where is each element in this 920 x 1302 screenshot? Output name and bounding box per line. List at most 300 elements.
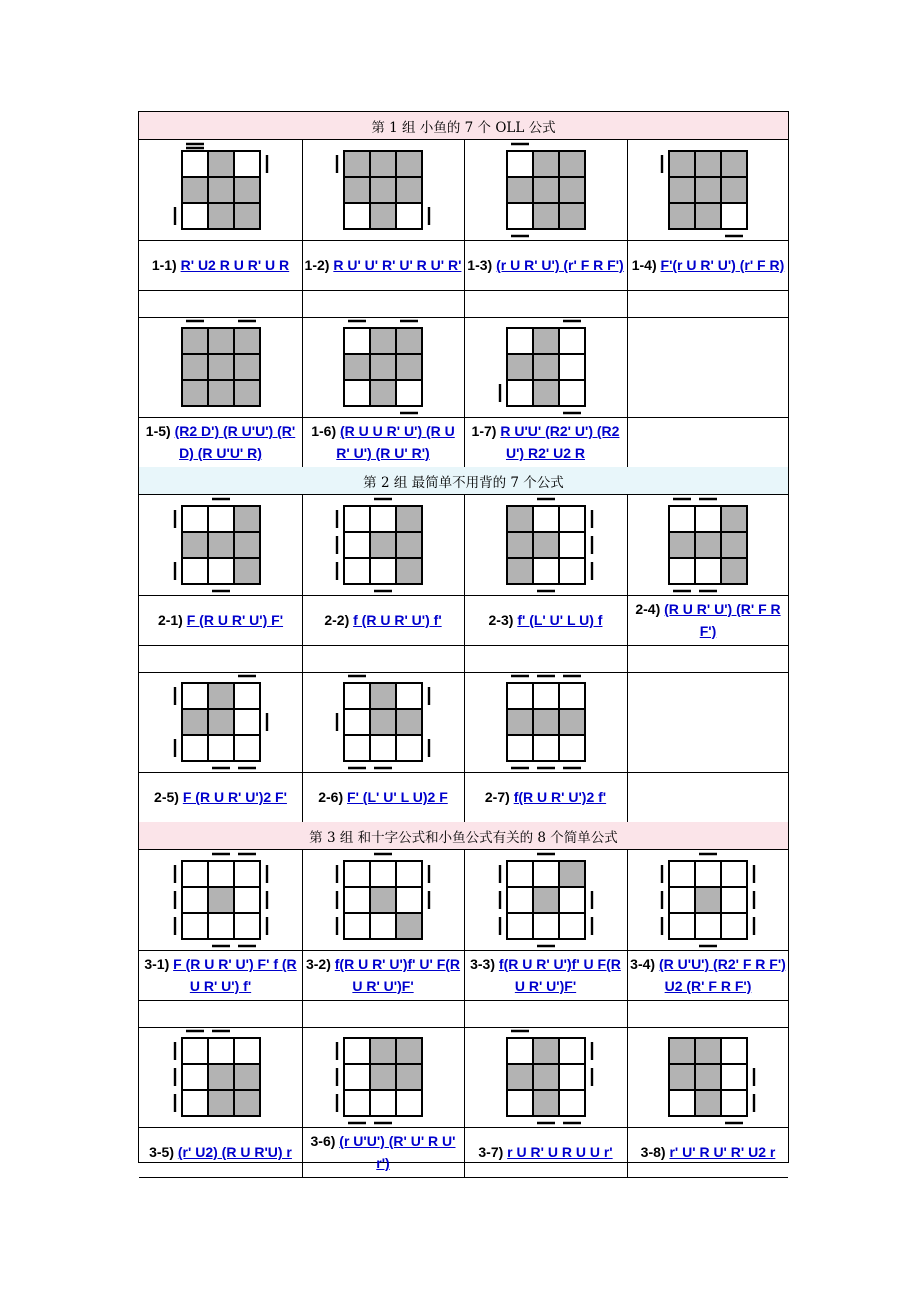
cube-pattern-diagram — [334, 673, 432, 771]
formula-caption — [302, 417, 464, 467]
formula-caption — [627, 595, 789, 645]
formula-text — [629, 953, 787, 997]
shaded-facelet — [721, 506, 747, 532]
formula-id: 2-5) — [154, 789, 179, 805]
blank-facelet — [370, 506, 396, 532]
formula-id: 1-7) — [471, 423, 497, 439]
blank-facelet — [721, 1038, 747, 1064]
blank-facelet — [507, 380, 533, 406]
blank-facelet — [344, 203, 370, 229]
blank-facelet — [370, 558, 396, 584]
oll-formula-table — [138, 111, 789, 1171]
formula-link[interactable]: F (R U R' U') F' — [186, 612, 284, 628]
formula-link[interactable]: (r' U2) (R U R'U) r — [177, 1144, 292, 1160]
shaded-facelet — [533, 177, 559, 203]
shaded-facelet — [533, 1090, 559, 1116]
formula-link[interactable]: (R U R' U') (R' F R F') — [664, 601, 781, 639]
formula-caption — [464, 595, 627, 645]
blank-facelet — [234, 735, 260, 761]
blank-facelet — [182, 887, 208, 913]
formula-text — [485, 786, 606, 808]
formula-link[interactable]: f (R U R' U') f' — [353, 612, 442, 628]
blank-facelet — [208, 558, 234, 584]
shaded-facelet — [669, 203, 695, 229]
cube-pattern-diagram — [497, 496, 595, 594]
formula-text — [466, 953, 625, 997]
formula-link[interactable]: R U' U' R' U' R U' R' — [333, 257, 462, 273]
blank-facelet — [396, 735, 422, 761]
formula-link[interactable]: r U R' U R U U r' — [507, 1144, 613, 1160]
shaded-facelet — [182, 177, 208, 203]
blank-facelet — [344, 683, 370, 709]
blank-facelet — [507, 328, 533, 354]
shaded-facelet — [370, 1064, 396, 1090]
blank-facelet — [669, 558, 695, 584]
formula-id: 3-6) — [310, 1133, 336, 1149]
cube-diagram-cell — [627, 140, 789, 240]
group-header: 第 1 组 小鱼的 7 个 OLL 公式 — [139, 112, 788, 140]
cube-diagram-cell — [139, 495, 302, 595]
blank-facelet — [507, 1090, 533, 1116]
blank-facelet — [182, 913, 208, 939]
shaded-facelet — [370, 887, 396, 913]
cube-pattern-diagram — [334, 1028, 432, 1126]
shaded-facelet — [559, 861, 585, 887]
blank-facelet — [370, 1090, 396, 1116]
blank-facelet — [344, 1064, 370, 1090]
shaded-facelet — [208, 1090, 234, 1116]
shaded-facelet — [396, 709, 422, 735]
cube-pattern-diagram — [659, 1028, 757, 1126]
formula-link[interactable]: F'(r U R' U') (r' F R) — [660, 257, 785, 273]
blank-facelet — [695, 558, 721, 584]
shaded-facelet — [533, 532, 559, 558]
blank-facelet — [234, 913, 260, 939]
formula-id: 2-1) — [157, 612, 183, 628]
blank-facelet — [344, 532, 370, 558]
empty-cell — [627, 672, 789, 772]
formula-link[interactable]: (R U'U') (R2' F R F') U2 (R' F R F') — [658, 956, 786, 994]
shaded-facelet — [234, 1064, 260, 1090]
shaded-facelet — [559, 203, 585, 229]
blank-facelet — [533, 683, 559, 709]
blank-facelet — [669, 913, 695, 939]
blank-facelet — [344, 1038, 370, 1064]
shaded-facelet — [370, 380, 396, 406]
formula-caption — [464, 950, 627, 1000]
blank-facelet — [208, 735, 234, 761]
shaded-facelet — [507, 354, 533, 380]
blank-facelet — [559, 558, 585, 584]
formula-id: 3-4) — [630, 956, 656, 972]
formula-text — [466, 420, 625, 464]
blank-facelet — [559, 683, 585, 709]
blank-facelet — [559, 735, 585, 761]
formula-text — [152, 254, 289, 276]
formula-link[interactable]: r' U' R U' R' U2 r — [669, 1144, 776, 1160]
blank-facelet — [396, 887, 422, 913]
blank-facelet — [507, 151, 533, 177]
shaded-facelet — [721, 558, 747, 584]
cube-pattern-diagram — [172, 496, 270, 594]
formula-link[interactable]: F' (L' U' L U)2 F — [347, 789, 448, 805]
shaded-facelet — [507, 177, 533, 203]
shaded-facelet — [695, 151, 721, 177]
blank-facelet — [344, 506, 370, 532]
blank-facelet — [344, 1090, 370, 1116]
blank-facelet — [182, 506, 208, 532]
formula-text — [629, 598, 787, 642]
cube-pattern-diagram — [172, 1028, 270, 1126]
shaded-facelet — [234, 1090, 260, 1116]
shaded-facelet — [533, 203, 559, 229]
shaded-facelet — [396, 151, 422, 177]
shaded-facelet — [208, 1064, 234, 1090]
formula-text — [304, 953, 462, 997]
empty-cell — [627, 417, 789, 467]
cube-diagram-cell — [302, 317, 464, 417]
blank-facelet — [559, 1064, 585, 1090]
blank-facelet — [396, 1090, 422, 1116]
formula-caption — [627, 1127, 789, 1177]
shaded-facelet — [533, 328, 559, 354]
shaded-facelet — [396, 354, 422, 380]
blank-facelet — [182, 151, 208, 177]
shaded-facelet — [234, 506, 260, 532]
formula-caption — [139, 772, 302, 822]
blank-facelet — [721, 203, 747, 229]
formula-id: 3-8) — [640, 1144, 666, 1160]
shaded-facelet — [182, 328, 208, 354]
blank-facelet — [559, 328, 585, 354]
blank-facelet — [344, 709, 370, 735]
blank-facelet — [507, 683, 533, 709]
shaded-facelet — [533, 887, 559, 913]
blank-facelet — [396, 683, 422, 709]
shaded-facelet — [507, 532, 533, 558]
formula-id: 3-1) — [144, 956, 170, 972]
shaded-facelet — [533, 709, 559, 735]
formula-id: 2-4) — [635, 601, 661, 617]
shaded-facelet — [344, 354, 370, 380]
shaded-facelet — [208, 354, 234, 380]
cube-pattern-diagram — [172, 318, 270, 416]
shaded-facelet — [208, 177, 234, 203]
shaded-facelet — [695, 1090, 721, 1116]
blank-facelet — [507, 861, 533, 887]
shaded-facelet — [695, 1064, 721, 1090]
blank-facelet — [669, 1090, 695, 1116]
blank-facelet — [370, 913, 396, 939]
formula-id: 3-2) — [305, 956, 331, 972]
formula-text — [304, 420, 462, 464]
formula-caption — [139, 950, 302, 1000]
cube-diagram-cell — [302, 850, 464, 950]
shaded-facelet — [234, 532, 260, 558]
cube-diagram-cell — [464, 495, 627, 595]
shaded-facelet — [533, 354, 559, 380]
formula-text — [324, 609, 441, 631]
formula-link[interactable]: (r U'U') (R' U' R U' r') — [339, 1133, 456, 1171]
blank-facelet — [344, 861, 370, 887]
cube-diagram-cell — [139, 140, 302, 240]
formula-id: 3-3) — [470, 956, 496, 972]
shaded-facelet — [234, 203, 260, 229]
blank-facelet — [721, 887, 747, 913]
blank-facelet — [559, 532, 585, 558]
cube-diagram-cell — [302, 495, 464, 595]
shaded-facelet — [396, 506, 422, 532]
blank-facelet — [182, 203, 208, 229]
formula-caption — [464, 772, 627, 822]
formula-link[interactable]: f' (L' U' L U) f — [517, 612, 603, 628]
blank-facelet — [396, 380, 422, 406]
shaded-facelet — [208, 328, 234, 354]
blank-facelet — [182, 861, 208, 887]
formula-text — [467, 254, 623, 276]
cube-pattern-diagram — [659, 141, 757, 239]
table-rule — [139, 1177, 788, 1178]
shaded-facelet — [507, 709, 533, 735]
blank-facelet — [533, 558, 559, 584]
blank-facelet — [234, 683, 260, 709]
formula-text — [489, 609, 603, 631]
shaded-facelet — [208, 887, 234, 913]
shaded-facelet — [669, 1064, 695, 1090]
shaded-facelet — [533, 151, 559, 177]
blank-facelet — [182, 558, 208, 584]
shaded-facelet — [533, 1038, 559, 1064]
cube-diagram-cell — [302, 672, 464, 772]
shaded-facelet — [721, 177, 747, 203]
shaded-facelet — [370, 151, 396, 177]
formula-id: 1-3) — [467, 257, 493, 273]
blank-facelet — [533, 506, 559, 532]
shaded-facelet — [182, 380, 208, 406]
formula-link[interactable]: f(R U R' U')f' U F(R U R' U')F' — [498, 956, 621, 994]
formula-text — [141, 953, 300, 997]
blank-facelet — [559, 506, 585, 532]
shaded-facelet — [533, 380, 559, 406]
formula-id: 2-3) — [488, 612, 514, 628]
cube-diagram-cell — [627, 1027, 789, 1127]
cube-pattern-diagram — [497, 141, 595, 239]
blank-facelet — [182, 1038, 208, 1064]
formula-link[interactable]: F (R U R' U')2 F' — [182, 789, 287, 805]
formula-text — [154, 786, 287, 808]
shaded-facelet — [370, 709, 396, 735]
shaded-facelet — [182, 354, 208, 380]
blank-facelet — [344, 887, 370, 913]
formula-caption — [464, 417, 627, 467]
blank-facelet — [695, 861, 721, 887]
shaded-facelet — [695, 887, 721, 913]
formula-caption — [139, 240, 302, 290]
blank-facelet — [234, 861, 260, 887]
blank-facelet — [370, 735, 396, 761]
cube-diagram-cell — [139, 672, 302, 772]
shaded-facelet — [234, 380, 260, 406]
formula-text — [318, 786, 448, 808]
blank-facelet — [669, 861, 695, 887]
cube-pattern-diagram — [172, 141, 270, 239]
formula-id: 1-4) — [631, 257, 657, 273]
blank-facelet — [721, 1064, 747, 1090]
formula-caption — [627, 240, 789, 290]
cube-pattern-diagram — [497, 851, 595, 949]
cube-pattern-diagram — [334, 318, 432, 416]
formula-id: 3-5) — [149, 1144, 174, 1160]
blank-facelet — [208, 506, 234, 532]
shaded-facelet — [370, 177, 396, 203]
blank-facelet — [533, 861, 559, 887]
shaded-facelet — [234, 177, 260, 203]
shaded-facelet — [208, 380, 234, 406]
cube-diagram-cell — [464, 850, 627, 950]
cube-diagram-cell — [302, 140, 464, 240]
cube-pattern-diagram — [497, 673, 595, 771]
formula-id: 1-2) — [304, 257, 330, 273]
formula-link[interactable]: f(R U R' U')2 f' — [513, 789, 607, 805]
shaded-facelet — [234, 328, 260, 354]
cube-pattern-diagram — [172, 851, 270, 949]
blank-facelet — [344, 913, 370, 939]
blank-facelet — [507, 1038, 533, 1064]
blank-facelet — [559, 380, 585, 406]
shaded-facelet — [208, 203, 234, 229]
shaded-facelet — [695, 177, 721, 203]
blank-facelet — [208, 1038, 234, 1064]
shaded-facelet — [396, 1064, 422, 1090]
formula-caption — [139, 417, 302, 467]
shaded-facelet — [208, 683, 234, 709]
formula-caption — [302, 950, 464, 1000]
formula-id: 1-6) — [311, 423, 337, 439]
shaded-facelet — [669, 177, 695, 203]
blank-facelet — [507, 203, 533, 229]
cube-diagram-cell — [627, 495, 789, 595]
cube-pattern-diagram — [497, 1028, 595, 1126]
formula-id: 2-2) — [324, 612, 350, 628]
cube-diagram-cell — [302, 1027, 464, 1127]
blank-facelet — [507, 913, 533, 939]
cube-diagram-cell — [464, 317, 627, 417]
empty-cell — [627, 317, 789, 417]
blank-facelet — [396, 203, 422, 229]
shaded-facelet — [559, 151, 585, 177]
blank-facelet — [208, 913, 234, 939]
formula-id: 3-7) — [478, 1144, 504, 1160]
blank-facelet — [669, 887, 695, 913]
formula-caption — [627, 950, 789, 1000]
cube-pattern-diagram — [497, 318, 595, 416]
group-header: 第 3 组 和十字公式和小鱼公式有关的 8 个简单公式 — [139, 822, 788, 850]
shaded-facelet — [669, 532, 695, 558]
shaded-facelet — [559, 177, 585, 203]
cube-pattern-diagram — [334, 496, 432, 594]
cube-diagram-cell — [464, 140, 627, 240]
blank-facelet — [559, 354, 585, 380]
shaded-facelet — [396, 913, 422, 939]
shaded-facelet — [344, 177, 370, 203]
formula-id: 1-1) — [151, 257, 177, 273]
formula-link[interactable]: R' U2 R U R' U R — [180, 257, 290, 273]
formula-caption — [302, 1127, 464, 1177]
blank-facelet — [396, 861, 422, 887]
blank-facelet — [507, 735, 533, 761]
blank-facelet — [344, 558, 370, 584]
shaded-facelet — [182, 709, 208, 735]
blank-facelet — [695, 913, 721, 939]
blank-facelet — [234, 151, 260, 177]
blank-facelet — [721, 861, 747, 887]
blank-facelet — [182, 735, 208, 761]
shaded-facelet — [669, 151, 695, 177]
formula-caption — [139, 595, 302, 645]
shaded-facelet — [507, 506, 533, 532]
cube-pattern-diagram — [334, 851, 432, 949]
shaded-facelet — [669, 1038, 695, 1064]
shaded-facelet — [396, 328, 422, 354]
formula-text — [641, 1141, 776, 1163]
formula-text — [304, 1130, 462, 1174]
blank-facelet — [344, 328, 370, 354]
formula-id: 2-7) — [484, 789, 510, 805]
formula-id: 2-6) — [318, 789, 344, 805]
shaded-facelet — [370, 532, 396, 558]
shaded-facelet — [695, 203, 721, 229]
formula-caption — [302, 240, 464, 290]
shaded-facelet — [721, 151, 747, 177]
formula-link[interactable]: (r U R' U') (r' F R F') — [496, 257, 624, 273]
shaded-facelet — [208, 709, 234, 735]
shaded-facelet — [182, 532, 208, 558]
blank-facelet — [182, 1090, 208, 1116]
shaded-facelet — [507, 558, 533, 584]
shaded-facelet — [370, 203, 396, 229]
formula-id: 1-5) — [145, 423, 171, 439]
cube-diagram-cell — [139, 850, 302, 950]
formula-text — [158, 609, 283, 631]
blank-facelet — [370, 861, 396, 887]
cube-pattern-diagram — [334, 141, 432, 239]
shaded-facelet — [533, 1064, 559, 1090]
blank-facelet — [721, 1090, 747, 1116]
formula-text — [478, 1141, 612, 1163]
formula-link[interactable]: (R2 D') (R U'U') (R' D) (R U'U' R) — [174, 423, 296, 461]
blank-facelet — [695, 506, 721, 532]
blank-facelet — [559, 913, 585, 939]
shaded-facelet — [370, 1038, 396, 1064]
cube-diagram-cell — [627, 850, 789, 950]
formula-text — [149, 1141, 292, 1163]
formula-link[interactable]: (R U U R' U') (R U R' U') (R U' R') — [336, 423, 455, 461]
formula-text — [632, 254, 785, 276]
blank-facelet — [344, 735, 370, 761]
formula-link[interactable]: f(R U R' U')f' U' F(R U R' U')F' — [334, 956, 461, 994]
shaded-facelet — [396, 177, 422, 203]
shaded-facelet — [695, 1038, 721, 1064]
formula-link[interactable]: R U'U' (R2' U') (R2 U') R2' U2 R — [500, 423, 620, 461]
formula-caption — [302, 595, 464, 645]
cube-diagram-cell — [464, 672, 627, 772]
formula-link[interactable]: F (R U R' U') F' f (R U R' U') f' — [173, 956, 297, 994]
blank-facelet — [234, 709, 260, 735]
shaded-facelet — [396, 558, 422, 584]
blank-facelet — [559, 1038, 585, 1064]
formula-caption — [139, 1127, 302, 1177]
shaded-facelet — [234, 558, 260, 584]
